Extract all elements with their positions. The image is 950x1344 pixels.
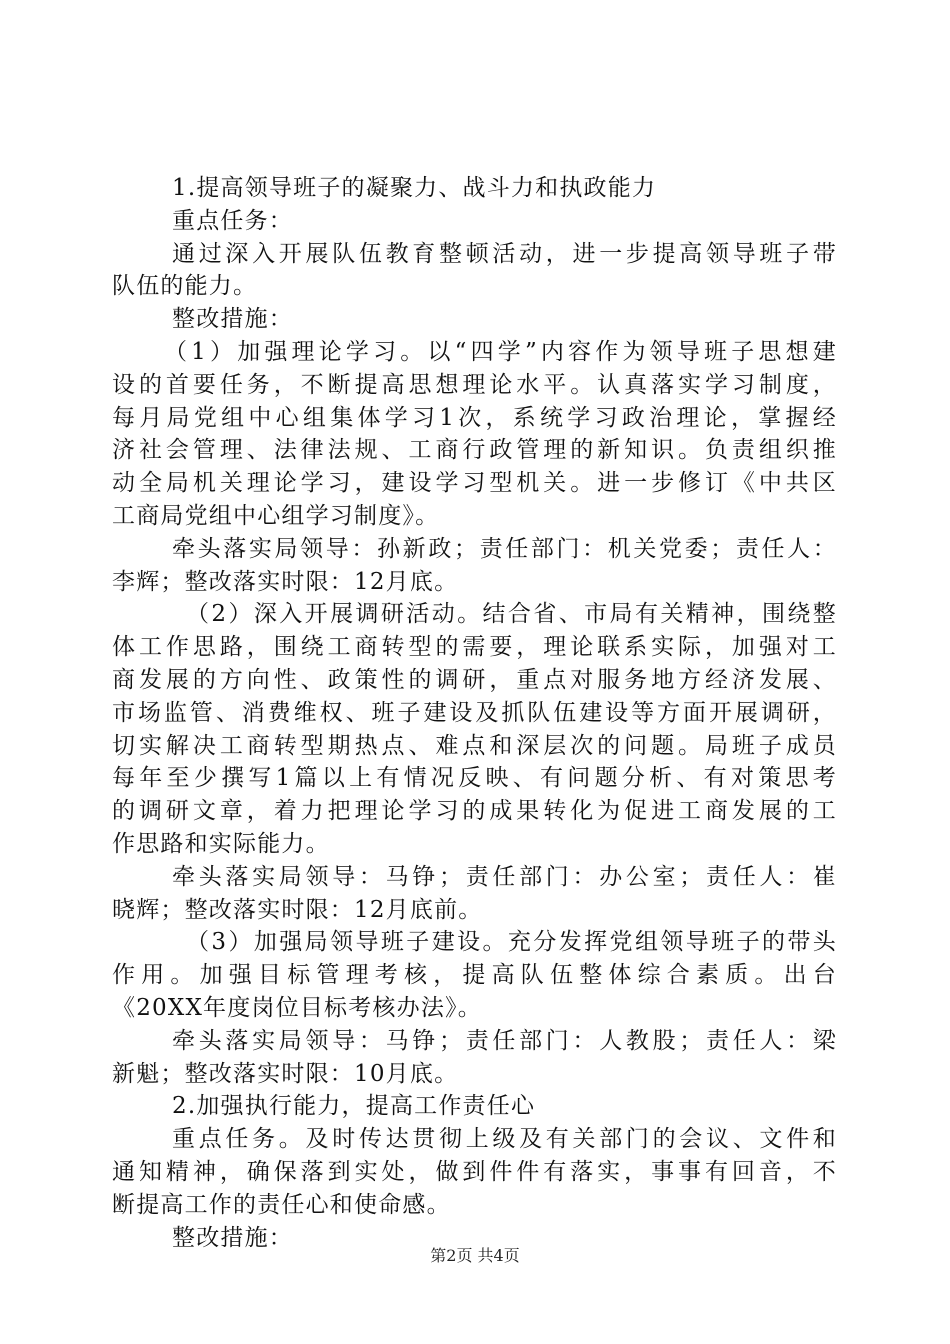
text-line: 重点任务： [172, 207, 293, 234]
text-line: 动全局机关理论学习，建设学习型机关。进一步修订《中共区 [112, 470, 837, 497]
text-line: 重点任务。及时传达贯彻上级及有关部门的会议、文件和 [172, 1126, 837, 1153]
text-line: 晓辉；整改落实时限：12月底前。 [112, 896, 483, 923]
text-line: 作思路和实际能力。 [112, 830, 330, 857]
text-line: （2）深入开展调研活动。结合省、市局有关精神，围绕整 [186, 601, 837, 628]
text-line: 济社会管理、法律法规、工商行政管理的新知识。负责组织推 [112, 437, 837, 464]
text-line: 的调研文章，着力把理论学习的成果转化为促进工商发展的工 [112, 798, 837, 825]
text-line: 整改措施： [172, 306, 293, 333]
text-line: （3）加强局领导班子建设。充分发挥党组领导班子的带头 [186, 929, 837, 956]
text-line: 工商局党组中心组学习制度》。 [112, 502, 440, 529]
text-line: 作用。加强目标管理考核，提高队伍整体综合素质。出台 [112, 962, 837, 989]
text-line: 每年至少撰写1篇以上有情况反映、有问题分析、有对策思考 [112, 765, 837, 792]
text-line: 2.加强执行能力，提高工作责任心 [172, 1093, 536, 1120]
text-line: 通过深入开展队伍教育整顿活动，进一步提高领导班子带 [172, 240, 837, 267]
text-line: 《20XX年度岗位目标考核办法》。 [112, 994, 482, 1021]
text-line: 断提高工作的责任心和使命感。 [112, 1191, 451, 1218]
text-line: 商发展的方向性、政策性的调研，重点对服务地方经济发展、 [112, 666, 837, 693]
text-line: 市场监管、消费维权、班子建设及抓队伍建设等方面开展调研， [112, 699, 837, 726]
text-line: 牵头落实局领导：孙新政；责任部门：机关党委；责任人： [172, 535, 837, 562]
text-line: 新魁；整改落实时限：10月底。 [112, 1060, 459, 1087]
document-body [112, 172, 837, 1254]
text-line: 切实解决工商转型期热点、难点和深层次的问题。局班子成员 [112, 732, 837, 759]
text-line: 整改措施： [172, 1224, 293, 1251]
text-line: 设的首要任务，不断提高思想理论水平。认真落实学习制度， [112, 371, 837, 398]
text-line: （1）加强理论学习。以“四学”内容作为领导班子思想建 [164, 338, 837, 365]
text-line: 体工作思路，围绕工商转型的需要，理论联系实际，加强对工 [112, 634, 837, 661]
page-footer: 第2页 共4页 [430, 1246, 520, 1265]
text-line: 牵头落实局领导：马铮；责任部门：人教股；责任人：梁 [172, 1027, 837, 1054]
text-line: 李辉；整改落实时限：12月底。 [112, 568, 459, 595]
text-line: 1.提高领导班子的凝聚力、战斗力和执政能力 [172, 175, 657, 201]
text-line: 牵头落实局领导：马铮；责任部门：办公室；责任人：崔 [172, 863, 837, 890]
text-line: 通知精神，确保落到实处，做到件件有落实，事事有回音，不 [112, 1158, 837, 1185]
text-line: 队伍的能力。 [112, 273, 258, 300]
text-line: 每月局党组中心组集体学习1次，系统学习政治理论，掌握经 [112, 404, 837, 431]
